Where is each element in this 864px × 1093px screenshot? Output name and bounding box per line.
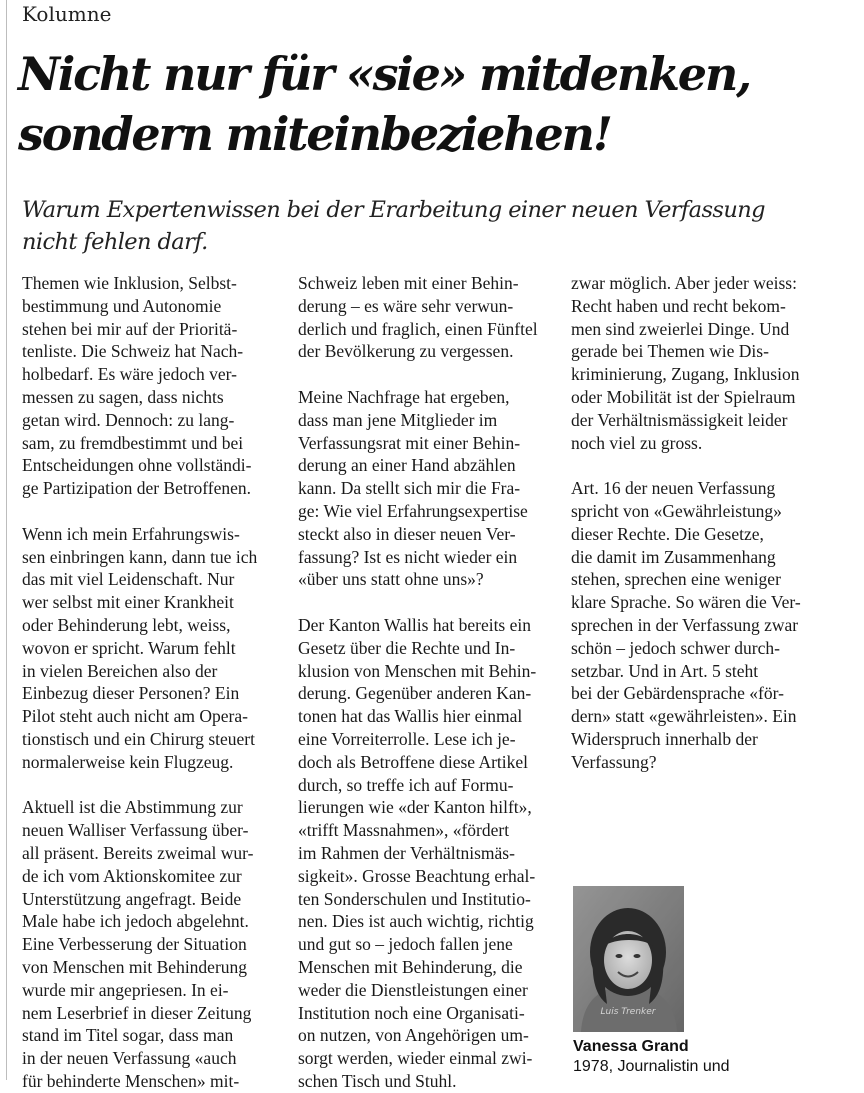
- body-line: nen. Dies ist auch wichtig, richtig: [298, 911, 534, 932]
- body-line: derlich und fraglich, einen Fünftel: [298, 318, 538, 339]
- body-line: wer selbst mit einer Krankheit: [22, 592, 234, 613]
- body-line: im Rahmen der Verhältnismäs-: [298, 842, 515, 863]
- body-line: Einbezug dieser Personen? Ein: [22, 683, 240, 704]
- body-line: Institution noch eine Organisati-: [298, 1002, 525, 1023]
- left-frame-rule: [6, 0, 7, 1080]
- body-line: neuen Walliser Verfassung über-: [22, 820, 249, 841]
- author-photo: [573, 886, 684, 1032]
- author-portrait: [573, 886, 684, 1032]
- body-line: Male habe ich jedoch abgelehnt.: [22, 911, 249, 932]
- body-line: zwar möglich. Aber jeder weiss:: [571, 273, 797, 293]
- body-line: Verfassung?: [571, 751, 657, 772]
- body-paragraph: [571, 272, 829, 454]
- text-column-3: [571, 272, 829, 774]
- body-line: setzbar. Und in Art. 5 steht: [571, 660, 759, 681]
- body-line: Recht haben und recht bekom-: [571, 295, 786, 316]
- body-line: derung an einer Hand abzählen: [298, 455, 516, 476]
- body-line: noch viel zu gross.: [571, 432, 703, 453]
- body-line: Eine Verbesserung der Situation: [22, 934, 247, 955]
- rubric-label: Kolumne: [22, 2, 112, 26]
- body-line: Wenn ich mein Erfahrungswis-: [22, 523, 240, 544]
- body-line: kriminierung, Zugang, Inklusion: [571, 364, 800, 385]
- body-line: ge: Wie viel Erfahrungsexpertise: [298, 500, 528, 521]
- body-line: Aktuell ist die Abstimmung zur: [22, 797, 243, 818]
- body-line: doch als Betroffene diese Artikel: [298, 751, 529, 772]
- body-line: Gesetz über die Rechte und In-: [298, 637, 516, 658]
- body-line: tenliste. Die Schweiz hat Nach-: [22, 341, 244, 362]
- headline: [18, 44, 848, 164]
- body-line: der Bevölkerung zu vergessen.: [298, 341, 514, 362]
- body-line: bestimmung und Autonomie: [22, 295, 222, 316]
- body-line: von Menschen mit Behinderung: [22, 956, 248, 977]
- body-line: «über uns statt ohne uns»?: [298, 569, 484, 590]
- body-line: getan wird. Dennoch: zu lang-: [22, 409, 235, 430]
- body-line: derung – es wäre sehr verwun-: [298, 295, 514, 316]
- body-line: stand im Titel sogar, dass man: [22, 1025, 234, 1046]
- body-paragraph: [298, 272, 556, 363]
- body-line: oder Mobilität ist der Spielraum: [571, 386, 796, 407]
- body-line: und gut so – jedoch fallen jene: [298, 934, 513, 955]
- shirt-print-text: Luis Trenker: [600, 1007, 656, 1017]
- body-line: Menschen mit Behinderung, die: [298, 956, 523, 977]
- body-line: de ich vom Aktionskomitee zur: [22, 865, 242, 886]
- body-line: schen Tisch und Stuhl.: [298, 1070, 457, 1091]
- body-line: tonen hat das Wallis hier einmal: [298, 706, 523, 727]
- body-line: gerade bei Themen wie Dis-: [571, 341, 769, 362]
- body-line: holbedarf. Es wäre jedoch ver-: [22, 364, 237, 385]
- body-line: messen zu sagen, dass nichts: [22, 386, 224, 407]
- body-line: Unterstützung angefragt. Beide: [22, 888, 242, 909]
- lead-line: nicht fehlen darf.: [22, 229, 208, 255]
- body-paragraph: [22, 272, 280, 500]
- body-paragraph: [22, 796, 280, 1092]
- body-line: men sind zweierlei Dinge. Und: [571, 318, 790, 339]
- body-paragraph: [298, 386, 556, 591]
- body-line: wurde mir angepriesen. In ei-: [22, 979, 229, 1000]
- body-line: dieser Rechte. Die Gesetze,: [571, 523, 764, 544]
- body-line: lierungen wie «der Kanton hilft»,: [298, 797, 532, 818]
- body-line: fassung? Ist es nicht wieder ein: [298, 546, 518, 567]
- body-line: stehen bei mir auf der Prioritä-: [22, 318, 238, 339]
- body-line: ge Partizipation der Betroffenen.: [22, 478, 252, 499]
- body-line: eine Vorreiterrolle. Lese ich je-: [298, 728, 516, 749]
- lead-paragraph: [22, 194, 842, 258]
- body-line: kann. Da stellt sich mir die Fra-: [298, 478, 521, 499]
- body-line: in vielen Bereichen also der: [22, 660, 218, 681]
- body-line: dass man jene Mitglieder im: [298, 409, 498, 430]
- body-line: derung. Gegenüber anderen Kan-: [298, 683, 532, 704]
- body-line: normalerweise kein Flugzeug.: [22, 751, 234, 772]
- body-line: spricht von «Gewährleistung»: [571, 500, 782, 521]
- body-paragraph: [22, 523, 280, 774]
- body-line: sen einbringen kann, dann tue ich: [22, 546, 258, 567]
- body-line: sigkeit». Grosse Beachtung erhal-: [298, 865, 536, 886]
- body-line: Art. 16 der neuen Verfassung: [571, 478, 776, 499]
- body-line: das mit viel Leidenschaft. Nur: [22, 569, 235, 590]
- text-column-2: [298, 272, 556, 1093]
- body-line: tionstisch und ein Chirurg steuert: [22, 728, 255, 749]
- body-line: Meine Nachfrage hat ergeben,: [298, 386, 510, 407]
- body-line: wovon er spricht. Warum fehlt: [22, 637, 236, 658]
- body-line: Schweiz leben mit einer Behin-: [298, 273, 519, 293]
- body-line: sprechen in der Verfassung zwar: [571, 614, 799, 635]
- body-line: all präsent. Bereits zweimal wur-: [22, 842, 254, 863]
- body-line: stehen, sprechen eine weniger: [571, 569, 781, 590]
- body-line: nem Leserbrief in dieser Zeitung: [22, 1002, 252, 1023]
- body-line: durch, so treffe ich auf Formu-: [298, 774, 514, 795]
- body-line: ten Sonderschulen und Institutio-: [298, 888, 531, 909]
- body-line: klare Sprache. So wären die Ver-: [571, 592, 801, 613]
- body-line: für behinderte Menschen» mit-: [22, 1070, 240, 1091]
- body-line: Themen wie Inklusion, Selbst-: [22, 273, 237, 293]
- body-line: sam, zu fremdbestimmt und bei: [22, 432, 244, 453]
- body-paragraph: [571, 477, 829, 773]
- body-line: in der neuen Verfassung «auch: [22, 1048, 237, 1069]
- body-line: weder die Dienstleistungen einer: [298, 979, 528, 1000]
- body-line: dern» statt «gewährleisten». Ein: [571, 706, 797, 727]
- body-line: oder Behinderung lebt, weiss,: [22, 614, 231, 635]
- lead-line: Warum Expertenwissen bei der Erarbeitung einer neuen Verfassung: [22, 197, 765, 223]
- body-line: Verfassungsrat mit einer Behin-: [298, 432, 521, 453]
- author-bio: 1978, Journalistin und: [573, 1058, 730, 1075]
- body-line: schön – jedoch schwer durch-: [571, 637, 780, 658]
- body-line: «trifft Massnahmen», «fördert: [298, 820, 510, 841]
- body-line: die damit im Zusammenhang: [571, 546, 776, 567]
- body-line: der Verhältnismässigkeit leider: [571, 409, 788, 430]
- body-line: Widerspruch innerhalb der: [571, 728, 758, 749]
- body-line: steckt also in dieser neuen Ver-: [298, 523, 516, 544]
- headline-line: sondern miteinbeziehen!: [18, 107, 611, 161]
- body-paragraph: [298, 614, 556, 1093]
- body-line: Entscheidungen ohne vollständi-: [22, 455, 252, 476]
- headline-line: Nicht nur für «sie» mitdenken,: [18, 47, 750, 101]
- body-line: klusion von Menschen mit Behin-: [298, 660, 537, 681]
- text-column-1: [22, 272, 280, 1093]
- body-line: Der Kanton Wallis hat bereits ein: [298, 614, 531, 635]
- body-line: Pilot steht auch nicht am Opera-: [22, 706, 248, 727]
- body-line: bei der Gebärdensprache «för-: [571, 683, 784, 704]
- body-line: on nutzen, von Angehörigen um-: [298, 1025, 529, 1046]
- author-name: Vanessa Grand: [573, 1038, 689, 1055]
- body-line: sorgt werden, wieder einmal zwi-: [298, 1048, 533, 1069]
